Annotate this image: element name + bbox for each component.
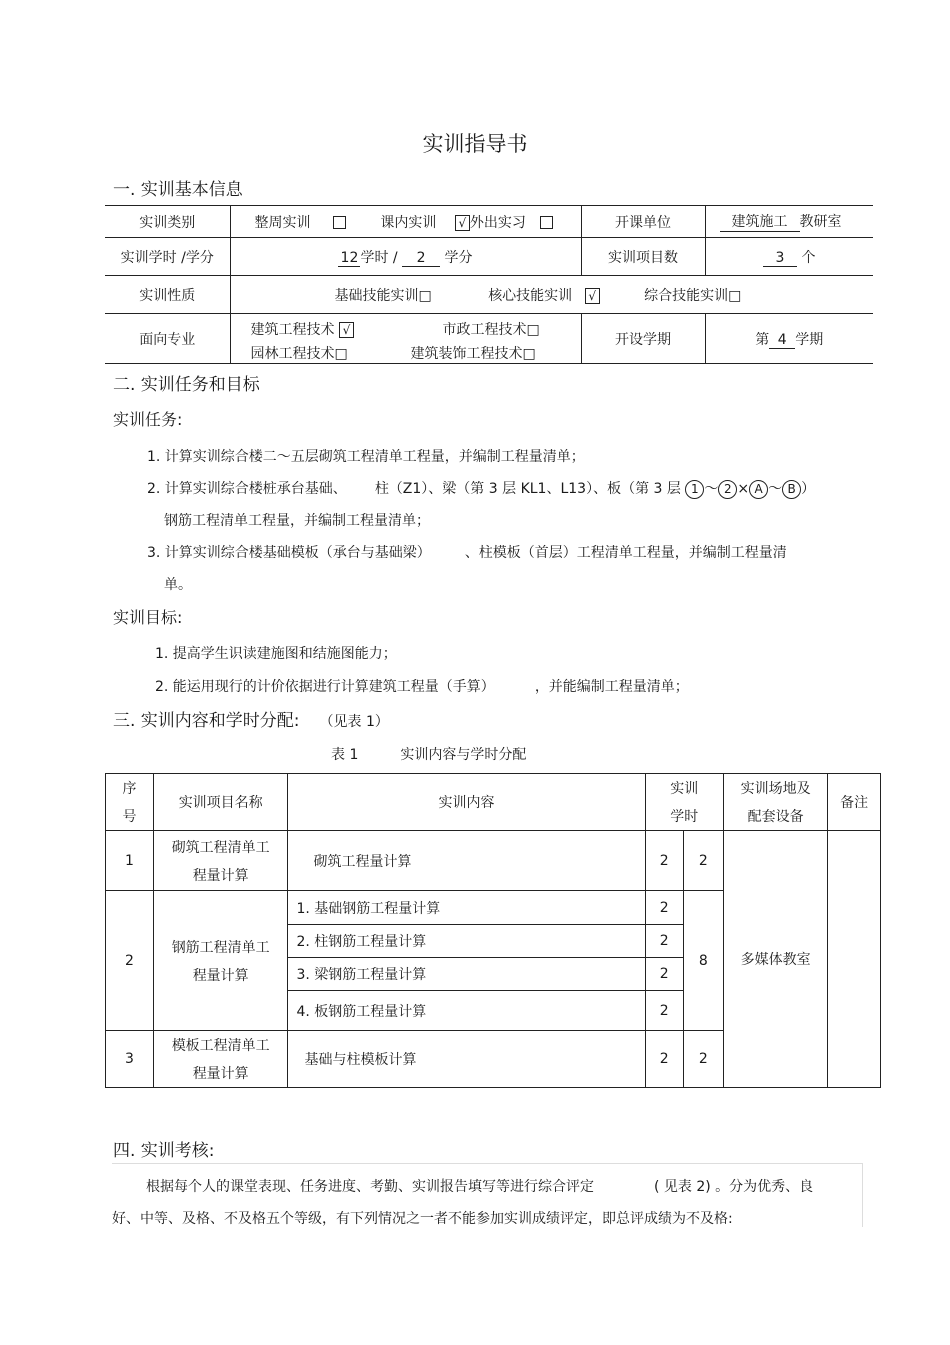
project-count-unit: 个 (801, 249, 816, 266)
task-3: 3. 计算实训综合楼基础模板（承台与基础梁） 、柱模板（首层）工程清单工程量，并编制工程量清 (147, 545, 787, 561)
section-1-heading: 一. 实训基本信息 (113, 180, 243, 200)
label-major: 面向专业 (105, 314, 230, 364)
label-nature: 实训性质 (105, 276, 230, 314)
nature-options (230, 276, 873, 314)
row-name: 砌筑工程清单工 程量计算 (153, 831, 288, 891)
label-hours-credits: 实训学时 /学分 (105, 238, 230, 276)
option-off-site: 外出实习 (469, 214, 526, 231)
credits-unit: 学分 (444, 249, 473, 266)
task-1: 1. 计算实训综合楼二～五层砌筑工程清单工程量，并编制工程量清单； (147, 449, 585, 465)
checkbox-in-class[interactable]: √ (455, 215, 470, 231)
header-site: 实训场地及 配套设备 (723, 774, 827, 831)
assessment-line-2: 好、中等、及格、不及格五个等级，有下列情况之一者不能参加实训成绩评定，即总评成绩为不及格: (112, 1211, 733, 1227)
option-municipal-eng: 市政工程技术□ (442, 321, 540, 338)
major-options (230, 314, 581, 364)
section-3-heading: 三. 实训内容和学时分配: （见表 1） (113, 711, 389, 731)
department-name: 建筑施工 (720, 211, 800, 232)
row-no: 1 (106, 831, 154, 891)
option-in-class: 课内实训 (380, 214, 437, 231)
label-project-count: 实训项目数 (581, 238, 705, 276)
section-2-heading: 二. 实训任务和目标 (113, 375, 260, 395)
content-hours-table (105, 773, 881, 1088)
project-count-value (705, 238, 873, 276)
row-hours: 2 (645, 831, 683, 891)
task-2-cont: 钢筋工程清单工程量，并编制工程量清单； (164, 513, 430, 529)
option-landscape-eng: 园林工程技术□ (250, 345, 348, 362)
option-basic-skill: 基础技能实训□ (334, 287, 432, 304)
option-comprehensive-skill: 综合技能实训□ (644, 287, 742, 304)
task-2: 2. 计算实训综合楼桩承台基础、 柱（Z1）、梁（第 3 层 KL1、L13）、板（第 3 层 1 ～ 2 × A ～ B ） (147, 481, 816, 497)
credits-value: 2 (402, 250, 440, 267)
row-content: 基础与柱模板计算 (288, 1031, 645, 1088)
row-no: 3 (106, 1031, 154, 1088)
checkbox-full-week[interactable] (333, 216, 346, 229)
row-hours: 2 (645, 1031, 683, 1088)
project-count: 3 (763, 250, 797, 267)
hours-unit: 学时 / (360, 249, 398, 266)
term-value (705, 314, 873, 364)
row-name: 钢筋工程清单工 程量计算 (153, 891, 288, 1031)
row-total-hours: 2 (683, 831, 723, 891)
department-value (705, 206, 873, 238)
row-content: 4. 板钢筋工程量计算 (288, 991, 645, 1031)
term-suffix: 学期 (795, 331, 824, 348)
header-hours: 实训 学时 (645, 774, 723, 831)
basic-info-table (105, 205, 873, 364)
axis-circle-b: B (782, 480, 801, 499)
row-total-hours: 2 (683, 1031, 723, 1088)
hours-credits-value (230, 238, 581, 276)
row-hours: 2 (645, 891, 683, 925)
option-decoration-eng: 建筑装饰工程技术□ (410, 345, 536, 362)
row-name: 模板工程清单工 程量计算 (153, 1031, 288, 1088)
row-content: 1. 基础钢筋工程量计算 (288, 891, 645, 925)
label-course-type: 实训类别 (105, 206, 230, 238)
option-core-skill: 核心技能实训 (488, 287, 573, 304)
section-4-heading: 四. 实训考核: (113, 1141, 215, 1161)
header-no: 序 号 (106, 774, 154, 831)
department-suffix: 教研室 (799, 214, 842, 230)
option-building-eng: 建筑工程技术 √ (251, 319, 354, 339)
tasks-heading: 实训任务: (113, 410, 183, 429)
hours-value: 12 (338, 250, 360, 267)
term-number: 4 (769, 332, 795, 349)
label-term: 开设学期 (581, 314, 705, 364)
header-project-name: 实训项目名称 (153, 774, 288, 831)
row-content: 砌筑工程量计算 (288, 831, 645, 891)
axis-circle-a: A (749, 480, 768, 499)
checkbox-off-site[interactable] (540, 216, 553, 229)
document-title: 实训指导书 (422, 132, 528, 156)
table-row (106, 831, 881, 891)
header-content: 实训内容 (288, 774, 645, 831)
row-content: 2. 柱钢筋工程量计算 (288, 925, 645, 958)
note-cell (828, 831, 881, 1088)
row-total-hours: 8 (683, 891, 723, 1031)
goal-2: 2. 能运用现行的计价依据进行计算建筑工程量（手算） ，并能编制工程量清单； (155, 679, 689, 695)
checkbox-building-eng[interactable]: √ (339, 322, 354, 338)
header-note: 备注 (828, 774, 881, 831)
row-hours: 2 (645, 925, 683, 958)
goals-heading: 实训目标: (113, 608, 183, 627)
axis-circle-2: 2 (718, 480, 737, 499)
table-caption: 表 1 实训内容与学时分配 (331, 747, 527, 763)
row-hours: 2 (645, 991, 683, 1031)
row-hours: 2 (645, 958, 683, 991)
checkbox-core-skill[interactable]: √ (585, 288, 600, 304)
row-no: 2 (106, 891, 154, 1031)
site-cell: 多媒体教室 (723, 831, 827, 1088)
label-department: 开课单位 (581, 206, 705, 238)
assessment-line-1: 根据每个人的课堂表现、任务进度、考勤、实训报告填写等进行综合评定 ( 见表 2) 。分为优秀、良 (146, 1179, 814, 1195)
goal-1: 1. 提高学生识读建施图和结施图能力； (155, 646, 397, 662)
task-3-cont: 单。 (164, 577, 192, 593)
axis-circle-1: 1 (685, 480, 704, 499)
term-prefix: 第 (755, 331, 770, 348)
row-content: 3. 梁钢筋工程量计算 (288, 958, 645, 991)
course-type-options (230, 206, 581, 238)
option-full-week: 整周实训 (254, 214, 311, 231)
